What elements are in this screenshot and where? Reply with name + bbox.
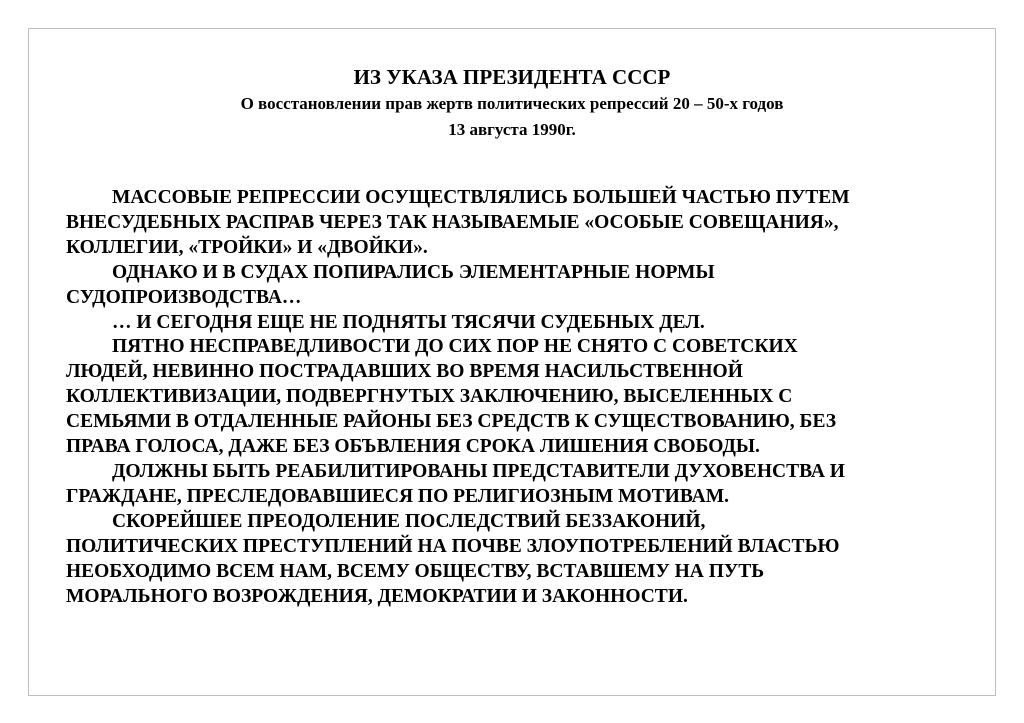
body-line: КОЛЛЕКТИВИЗАЦИИ, ПОДВЕРГНУТЫХ ЗАКЛЮЧЕНИЮ, ВЫСЕЛЕННЫХ С bbox=[66, 386, 793, 408]
body-line: МАССОВЫЕ РЕПРЕССИИ ОСУЩЕСТВЛЯЛИСЬ БОЛЬШЕЙ ЧАСТЬЮ ПУТЕМ bbox=[112, 187, 850, 208]
body-line: ГРАЖДАНЕ, ПРЕСЛЕДОВАВШИЕСЯ ПО РЕЛИГИОЗНЫМ МОТИВАМ. bbox=[66, 485, 729, 507]
document-body bbox=[66, 186, 956, 609]
body-line: НЕОБХОДИМО ВСЕМ НАМ, ВСЕМУ ОБЩЕСТВУ, ВСТАВШЕМУ НА ПУТЬ bbox=[66, 560, 765, 582]
document-title: ИЗ УКАЗА ПРЕЗИДЕНТА СССР bbox=[353, 65, 671, 89]
body-line: СЕМЬЯМИ В ОТДАЛЕННЫЕ РАЙОНЫ БЕЗ СРЕДСТВ К СУЩЕСТВОВАНИЮ, БЕЗ bbox=[66, 411, 836, 433]
body-line: СУДОПРОИЗВОДСТВА… bbox=[66, 286, 302, 308]
body-line: ПРАВА ГОЛОСА, ДАЖЕ БЕЗ ОБЪВЛЕНИЯ СРОКА ЛИШЕНИЯ СВОБОДЫ. bbox=[66, 436, 760, 458]
body-line: КОЛЛЕГИИ, «ТРОЙКИ» И «ДВОЙКИ». bbox=[66, 236, 428, 258]
body-line: … И СЕГОДНЯ ЕЩЕ НЕ ПОДНЯТЫ ТЯСЯЧИ СУДЕБНЫХ ДЕЛ. bbox=[112, 311, 705, 333]
body-line: ВНЕСУДЕБНЫХ РАСПРАВ ЧЕРЕЗ ТАК НАЗЫВАЕМЫЕ «ОСОБЫЕ СОВЕЩАНИЯ», bbox=[66, 211, 839, 233]
body-line: ОДНАКО И В СУДАХ ПОПИРАЛИСЬ ЭЛЕМЕНТАРНЫЕ НОРМЫ bbox=[112, 261, 715, 283]
body-line: ДОЛЖНЫ БЫТЬ РЕАБИЛИТИРОВАНЫ ПРЕДСТАВИТЕЛИ ДУХОВЕНСТВА И bbox=[112, 460, 845, 482]
body-line: ЛЮДЕЙ, НЕВИННО ПОСТРАДАВШИХ ВО ВРЕМЯ НАСИЛЬСТВЕННОЙ bbox=[66, 361, 743, 383]
document-header bbox=[0, 64, 1024, 143]
body-line: ПЯТНО НЕСПРАВЕДЛИВОСТИ ДО СИХ ПОР НЕ СНЯТО С СОВЕТСКИХ bbox=[112, 336, 798, 358]
document-date: 13 августа 1990г. bbox=[448, 120, 576, 139]
body-line: ПОЛИТИЧЕСКИХ ПРЕСТУПЛЕНИЙ НА ПОЧВЕ ЗЛОУПОТРЕБЛЕНИЙ ВЛАСТЬЮ bbox=[66, 535, 840, 557]
body-line: МОРАЛЬНОГО ВОЗРОЖДЕНИЯ, ДЕМОКРАТИИ И ЗАКОННОСТИ. bbox=[66, 585, 688, 607]
body-line: СКОРЕЙШЕЕ ПРЕОДОЛЕНИЕ ПОСЛЕДСТВИЙ БЕЗЗАКОНИЙ, bbox=[112, 510, 706, 532]
document-subtitle: О восстановлении прав жертв политических репрессий 20 – 50-х годов bbox=[240, 94, 784, 113]
